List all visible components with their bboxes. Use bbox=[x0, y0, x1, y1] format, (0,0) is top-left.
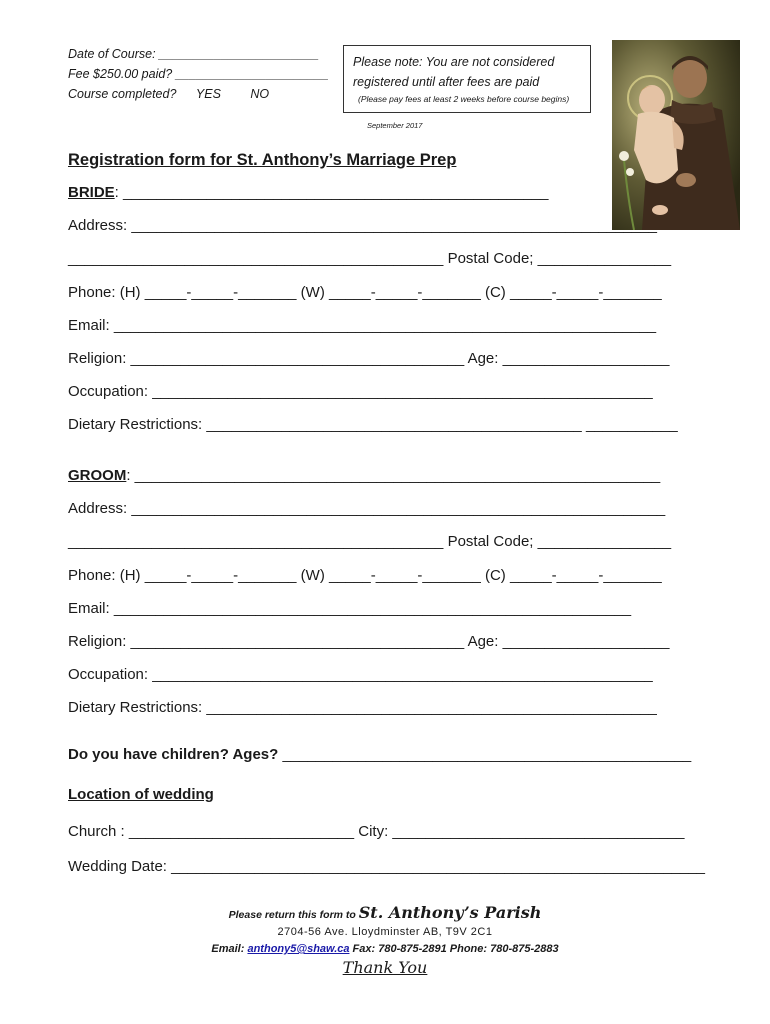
children-row[interactable] bbox=[68, 746, 691, 763]
fax-phone: Fax: 780-875-2891 Phone: 780-875-2883 bbox=[349, 943, 559, 955]
children-question: Do you have children? Ages? bbox=[68, 746, 279, 763]
bride-dietary-field[interactable]: Dietary Restrictions: _____________________________________________ ___________ bbox=[68, 416, 678, 433]
thank-you-text: Thank You bbox=[342, 958, 428, 977]
location-heading: Location of wedding bbox=[68, 786, 214, 803]
fee-paid-field[interactable]: Fee $250.00 paid? ______________________ bbox=[68, 67, 329, 81]
bride-phone-field[interactable]: Phone: (H) _____-_____-_______ (W) _____-_____-_______ (C) _____-_____-_______ bbox=[68, 284, 662, 301]
bride-postal-code-field[interactable]: _____________________________________________ Postal Code; ________________ bbox=[68, 250, 672, 267]
return-instructions bbox=[0, 903, 770, 922]
children-ages-field[interactable]: _________________________________________________ bbox=[278, 746, 692, 763]
bride-heading: BRIDE bbox=[68, 184, 115, 201]
bride-email-field[interactable]: Email: _________________________________________________________________ bbox=[68, 317, 657, 334]
form-title: Registration form for St. Anthony’s Marriage Prep bbox=[68, 151, 457, 169]
date-of-course-field[interactable]: Date of Course: _______________________ bbox=[68, 47, 319, 61]
church-city-field[interactable]: Church : ___________________________ City: ___________________________________ bbox=[68, 823, 685, 840]
email-link[interactable]: anthony5@shaw.ca bbox=[247, 943, 350, 955]
groom-postal-code-field[interactable]: _____________________________________________ Postal Code; ________________ bbox=[68, 533, 672, 550]
groom-religion-age-field[interactable]: Religion: ________________________________________ Age: ____________________ bbox=[68, 633, 670, 650]
parish-name: St. Anthony’s Parish bbox=[358, 903, 542, 922]
course-completed-label: Course completed? bbox=[68, 87, 177, 101]
bride-name-field[interactable]: : ___________________________________________________ bbox=[114, 184, 549, 201]
course-completed-row bbox=[68, 87, 269, 101]
groom-email-field[interactable]: Email: ______________________________________________________________ bbox=[68, 600, 632, 617]
notice-line-2: registered until after fees are paid bbox=[353, 75, 540, 89]
bride-occupation-field[interactable]: Occupation: ____________________________________________________________ bbox=[68, 383, 653, 400]
form-date: September 2017 bbox=[367, 121, 423, 130]
bride-religion-age-field[interactable]: Religion: ________________________________________ Age: ____________________ bbox=[68, 350, 670, 367]
groom-occupation-field[interactable]: Occupation: ____________________________________________________________ bbox=[68, 666, 653, 683]
fee-notice-box bbox=[343, 45, 591, 113]
yes-option[interactable]: YES bbox=[195, 87, 221, 101]
bride-address-field[interactable]: Address: _______________________________________________________________ bbox=[68, 217, 657, 234]
contact-line bbox=[0, 943, 770, 955]
email-label: Email: bbox=[211, 943, 248, 955]
groom-name-field[interactable]: : _______________________________________________________________ bbox=[126, 467, 661, 484]
parish-address: 2704-56 Ave. Lloydminster AB, T9V 2C1 bbox=[277, 926, 493, 938]
groom-dietary-field[interactable]: Dietary Restrictions: ______________________________________________________ bbox=[68, 699, 657, 716]
no-option[interactable]: NO bbox=[250, 87, 270, 101]
wedding-date-field[interactable]: Wedding Date: ________________________________________________________________ bbox=[68, 858, 706, 875]
groom-phone-field[interactable]: Phone: (H) _____-_____-_______ (W) _____-_____-_______ (C) _____-_____-_______ bbox=[68, 567, 662, 584]
groom-name-row[interactable] bbox=[68, 467, 660, 484]
notice-small-print: (Please pay fees at least 2 weeks before course begins) bbox=[358, 94, 570, 104]
groom-address-field[interactable]: Address: ________________________________________________________________ bbox=[68, 500, 666, 517]
saint-anthony-image bbox=[612, 40, 740, 230]
notice-line-1: Please note: You are not considered bbox=[353, 55, 555, 69]
groom-heading: GROOM bbox=[68, 467, 127, 484]
bride-name-row[interactable] bbox=[68, 184, 548, 201]
return-prefix: Please return this form to bbox=[228, 909, 359, 921]
